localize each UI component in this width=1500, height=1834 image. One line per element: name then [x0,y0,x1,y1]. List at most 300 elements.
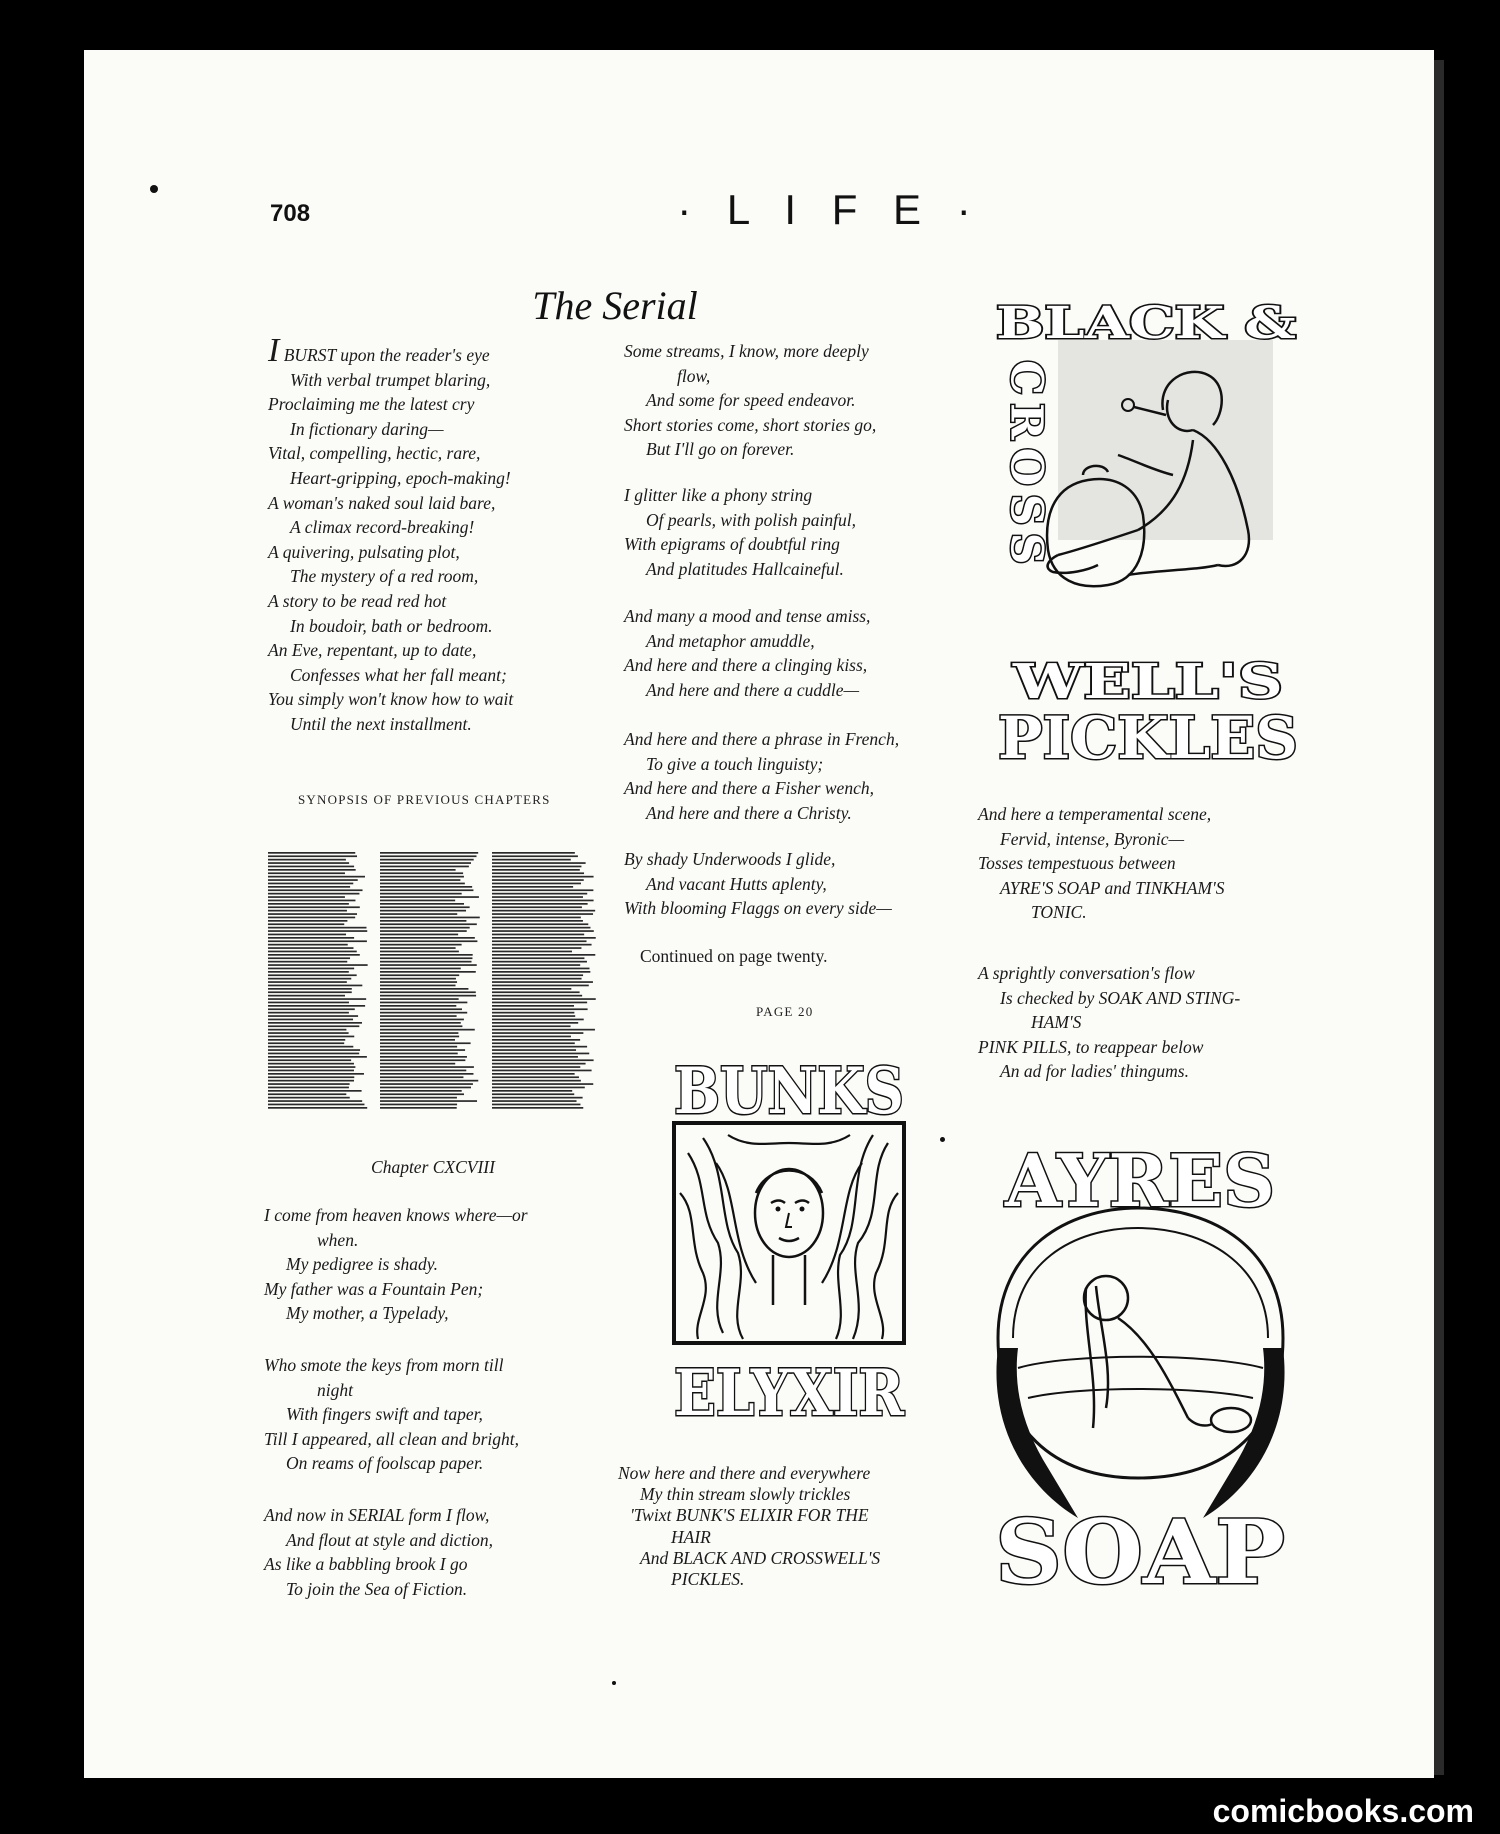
synopsis-line [492,1029,595,1031]
synopsis-line [492,981,593,983]
synopsis-line [380,1005,456,1007]
synopsis-line [492,974,583,976]
synopsis-line [268,923,344,925]
synopsis-line [492,872,584,874]
synopsis-line [380,866,469,868]
margin-dot [150,185,158,193]
synopsis-line [380,978,456,980]
verse-line: A story to be read red hot [268,590,447,611]
synopsis-line [268,947,353,949]
verse-line: PICKLES. [671,1569,745,1590]
synopsis-line [380,1056,467,1058]
synopsis-line [380,906,470,908]
synopsis-line [268,1100,362,1102]
verse-line: Of pearls, with polish painful, [646,509,857,530]
ayres-soap-ad [988,1128,1293,1604]
synopsis-line [380,1063,455,1065]
synopsis-line [492,947,581,949]
synopsis-line [268,1008,355,1010]
synopsis-line [268,1049,360,1051]
verse-line: Is checked by SOAK AND STING- [1000,987,1241,1008]
synopsis-line [380,988,468,990]
synopsis-line [268,985,362,987]
margin-dot [940,1137,945,1142]
synopsis-line [380,968,461,970]
page-edge [1434,60,1444,1775]
synopsis-line [268,903,349,905]
synopsis-line [380,974,459,976]
verse-line: In fictionary daring— [290,418,444,439]
verse-line: PINK PILLS, to reappear below [978,1036,1204,1057]
synopsis-line [380,937,475,939]
synopsis-line [492,985,589,987]
synopsis-line [492,957,584,959]
synopsis-line [380,995,476,997]
synopsis-line [492,1073,575,1075]
verse-line: And some for speed endeavor. [646,390,856,411]
pickles-ad-bottom1: WELL'S [1011,654,1283,710]
synopsis-line [268,964,368,966]
synopsis-line [492,1008,588,1010]
bunks-ad-title: BUNKS [674,1054,904,1129]
synopsis-line [380,913,457,915]
verse-line: Who smote the keys from morn till [264,1355,504,1375]
synopsis-line [492,896,583,898]
verse-line: To join the Sea of Fiction. [286,1578,468,1599]
verse-line: My thin stream slowly trickles [640,1484,851,1505]
synopsis-line [380,1012,467,1014]
synopsis-line [492,879,584,881]
synopsis-text-block [268,850,598,1110]
synopsis-line [380,1066,474,1068]
synopsis-line [268,1063,354,1065]
synopsis-line [268,920,347,922]
synopsis-line [380,1002,467,1004]
synopsis-line [380,876,464,878]
synopsis-line [492,1090,572,1092]
synopsis-line [380,1104,457,1106]
synopsis-line [268,883,353,885]
verse-line: A woman's naked soul laid bare, [268,492,496,513]
synopsis-line [268,1097,350,1099]
verse-line: Heart-gripping, epoch-making! [290,467,511,488]
synopsis-line [380,971,476,973]
synopsis-line [492,998,596,1000]
synopsis-line [492,1107,583,1109]
synopsis-line [380,1032,458,1034]
synopsis-line [268,957,350,959]
synopsis-line [492,866,581,868]
synopsis-line [268,859,346,861]
synopsis-line [268,1005,365,1007]
verse-line: An ad for ladies' thingums. [1000,1061,1189,1082]
synopsis-line [268,1022,362,1024]
verse-line: And platitudes Hallcaineful. [646,558,844,579]
synopsis-line [268,1090,362,1092]
synopsis-line [492,1022,578,1024]
soap-ad-title: SOAP [995,1500,1285,1604]
synopsis-line [492,1070,592,1072]
synopsis-line [268,944,348,946]
synopsis-line [492,1053,589,1055]
column1-stanza2 [264,1203,528,1326]
synopsis-line [268,981,347,983]
verse-line: And flout at style and diction, [286,1529,494,1550]
synopsis-line [380,1059,465,1061]
synopsis-line [380,1029,475,1031]
synopsis-line [268,872,345,874]
synopsis-line [380,998,459,1000]
synopsis-line [380,920,466,922]
synopsis-line [492,961,587,963]
synopsis-line [492,1025,571,1027]
verse-line: Until the next installment. [290,713,472,734]
synopsis-line [268,988,352,990]
synopsis-line [492,913,593,915]
verse-line: And here and there a clinging kiss, [624,655,868,676]
synopsis-line [492,944,592,946]
synopsis-line [380,1008,462,1010]
synopsis-line [380,1073,473,1075]
synopsis-line [268,1042,344,1044]
synopsis-line [380,1015,457,1017]
synopsis-line [268,1046,353,1048]
verse-line: I come from heaven knows where—or [264,1205,528,1225]
synopsis-line [492,910,595,912]
verse-line: With fingers swift and taper, [286,1404,483,1425]
column2-stanza4 [624,727,899,825]
continued-note: Continued on page twenty. [640,946,828,966]
synopsis-line [268,1032,349,1034]
synopsis-line [492,1093,574,1095]
verse-line: A quivering, pulsating plot, [268,541,460,562]
verse-line: And BLACK AND CROSSWELL'S [640,1547,881,1568]
verse-line: Short stories come, short stories go, [624,414,877,435]
synopsis-line [268,954,360,956]
synopsis-line [268,906,360,908]
verse-line: AYRE'S SOAP and TINKHAM'S [1000,877,1225,898]
synopsis-line [380,1022,461,1024]
synopsis-line [492,1046,587,1048]
article-title: The Serial [532,283,698,328]
synopsis-line [380,940,477,942]
synopsis-line [268,927,366,929]
synopsis-line [492,1056,578,1058]
synopsis-line [492,906,582,908]
synopsis-line [268,855,357,857]
synopsis-line [492,968,590,970]
synopsis-line [268,1039,345,1041]
synopsis-line [380,930,467,932]
synopsis-line [492,869,580,871]
synopsis-line [380,1049,465,1051]
synopsis-line [268,1056,367,1058]
verse-line: And here and there a phrase in French, [624,729,900,749]
synopsis-line [492,1087,585,1089]
synopsis-line [492,900,594,902]
synopsis-line [380,1076,463,1078]
synopsis-line [492,995,582,997]
synopsis-line [380,1070,466,1072]
verse-line: In boudoir, bath or bedroom. [290,615,493,636]
verse-line: With blooming Flaggs on every side— [624,898,892,919]
synopsis-line [492,1002,587,1004]
synopsis-line [380,957,472,959]
synopsis-line [492,964,580,966]
verse-line: Vital, compelling, hectic, rare, [268,443,481,464]
synopsis-line [268,940,367,942]
synopsis-line [380,1107,457,1109]
synopsis-line [492,855,578,857]
column2-stanza3 [624,604,870,702]
verse-line: With verbal trumpet blaring, [290,369,491,390]
verse-line: when. [317,1229,359,1250]
verse-line: The mystery of a red room, [290,566,479,587]
synopsis-line [380,964,477,966]
synopsis-line [492,1080,581,1082]
synopsis-line [492,893,587,895]
synopsis-line [492,852,575,854]
synopsis-line [380,1036,459,1038]
synopsis-line [492,1083,593,1085]
synopsis-line [268,1036,354,1038]
synopsis-line [268,1012,349,1014]
verse-line: Confesses what her fall meant; [290,664,507,685]
synopsis-line [268,1059,351,1061]
synopsis-line [268,951,357,953]
synopsis-line [380,1087,471,1089]
synopsis-line [380,951,459,953]
synopsis-line [268,934,346,936]
synopsis-line [492,889,593,891]
synopsis-line [268,886,350,888]
verse-line: I glitter like a phony string [624,485,813,505]
synopsis-line [380,869,456,871]
synopsis-line [492,920,583,922]
verse-line: By shady Underwoods I glide, [624,849,836,869]
synopsis-line [380,1090,462,1092]
synopsis-line [380,1093,464,1095]
margin-dot [612,1681,616,1685]
synopsis-line [268,1093,346,1095]
verse-line: And many a mood and tense amiss, [624,606,871,626]
synopsis-line [492,927,590,929]
verse-line: A climax record-breaking! [290,517,475,538]
synopsis-line [380,1083,473,1085]
verse-line: But I'll go on forever. [646,439,795,460]
verse-line: And now in SERIAL form I flow, [264,1505,490,1525]
synopsis-line [492,903,588,905]
synopsis-line [380,872,463,874]
synopsis-line [492,934,584,936]
verse-line: My mother, a Typelady, [286,1303,449,1324]
synopsis-line [268,869,356,871]
verse-line: An Eve, repentant, up to date, [268,640,477,661]
synopsis-line [268,1080,354,1082]
synopsis-line [268,893,359,895]
synopsis-line [380,934,458,936]
synopsis-line [268,1076,354,1078]
synopsis-line [492,1049,576,1051]
synopsis-line [380,1025,462,1027]
synopsis-line [268,971,349,973]
synopsis-line [380,1100,477,1102]
column1-stanza1 [268,332,514,737]
synopsis-line [268,876,365,878]
synopsis-line [492,1063,586,1065]
verse-line: And here and there a cuddle— [646,679,860,700]
synopsis-line [268,991,352,993]
verse-line: Now here and there and everywhere [618,1463,871,1483]
verse-line: night [317,1379,353,1400]
synopsis-line [268,974,357,976]
synopsis-line [380,927,470,929]
synopsis-line [492,991,580,993]
synopsis-line [268,866,354,868]
ayres-ad-title: AYRES [1004,1138,1275,1223]
synopsis-line [380,910,466,912]
column1-stanza4 [264,1503,493,1601]
column2-stanza1 [624,339,876,462]
verse-line: As like a babbling brook I go [264,1554,468,1575]
synopsis-line [492,988,571,990]
synopsis-line [380,1046,457,1048]
synopsis-line [268,1019,353,1021]
verse-line: Some streams, I know, more deeply [624,341,869,361]
synopsis-line [380,862,471,864]
synopsis-line [492,971,590,973]
verse-line: And here and there a Christy. [646,802,852,823]
verse-line: My father was a Fountain Pen; [264,1278,484,1299]
synopsis-line [492,1039,580,1041]
column3-stanza1 [978,802,1224,925]
synopsis-line [380,961,472,963]
synopsis-line [492,1042,575,1044]
column2-stanza5 [624,847,892,921]
synopsis-line [268,1025,359,1027]
synopsis-line [380,893,462,895]
synopsis-line [492,1104,580,1106]
synopsis-line [380,1097,457,1099]
synopsis-line [380,879,460,881]
verse-line: Fervid, intense, Byronic— [1000,828,1185,849]
synopsis-line [268,1104,364,1106]
synopsis-line [492,1015,575,1017]
synopsis-line [492,940,587,942]
synopsis-line [268,879,358,881]
synopsis-line [492,930,594,932]
synopsis-line [268,889,363,891]
synopsis-line [492,1036,571,1038]
synopsis-line [492,876,594,878]
synopsis-line [268,1107,367,1109]
verse-line: To give a touch linguisty; [646,753,824,774]
verse-line: Till I appeared, all clean and bright, [264,1428,520,1449]
synopsis-line [380,923,477,925]
synopsis-line [492,862,586,864]
synopsis-line [268,1087,349,1089]
synopsis-line [492,859,571,861]
synopsis-line [380,1080,478,1082]
verse-line: flow, [677,365,711,386]
synopsis-line [268,1083,350,1085]
synopsis-line [492,951,572,953]
verse-line: HAIR [671,1526,711,1547]
synopsis-line [268,917,355,919]
synopsis-line [380,886,472,888]
verse-line: Proclaiming me the latest cry [268,394,475,415]
verse-line: On reams of foolscap paper. [286,1453,484,1474]
verse-line: And vacant Hutts aplenty, [646,873,827,894]
synopsis-line [380,947,456,949]
synopsis-line [492,883,581,885]
synopsis-line [492,917,581,919]
synopsis-line [380,900,455,902]
synopsis-line [492,1019,584,1021]
synopsis-line [492,937,596,939]
synopsis-line [268,961,347,963]
pickles-ad-side: CROSS [1000,360,1052,573]
synopsis-line [380,981,457,983]
synopsis-line [492,886,573,888]
synopsis-line [492,1012,574,1014]
synopsis-line [492,1059,594,1061]
synopsis-line [492,1097,583,1099]
pickles-ad-bottom2: PICKLES [998,704,1298,772]
synopsis-line [268,1073,364,1075]
synopsis-line [380,896,479,898]
synopsis-line [380,985,456,987]
pickles-ad [988,290,1306,770]
synopsis-line [268,978,351,980]
synopsis-line [380,917,480,919]
verse-line-rest: BURST upon the reader's eye [283,345,490,365]
synopsis-line [268,913,357,915]
bunks-elixir-ad [668,1043,910,1433]
synopsis-line [492,923,588,925]
watermark: comicbooks.com [1212,1793,1474,1829]
synopsis-heading: SYNOPSIS OF PREVIOUS CHAPTERS [298,792,551,807]
synopsis-line [380,1039,455,1041]
synopsis-line [268,1066,355,1068]
synopsis-line [380,889,473,891]
synopsis-line [380,954,473,956]
synopsis-line [380,859,474,861]
verse-line: And metaphor amuddle, [646,630,815,651]
synopsis-line [492,1005,574,1007]
synopsis-line [380,903,464,905]
column1-stanza3 [264,1353,519,1476]
synopsis-line [268,937,354,939]
synopsis-line [492,1066,580,1068]
synopsis-line [268,998,366,1000]
page-number: 708 [270,200,311,227]
synopsis-line [380,852,478,854]
synopsis-line [492,954,595,956]
verse-line [268,332,513,369]
synopsis-line [268,1053,359,1055]
synopsis-line [268,910,347,912]
column3-stanza2 [978,961,1240,1084]
synopsis-line [268,968,354,970]
synopsis-line [492,1076,579,1078]
pickles-ad-top: BLACK & [996,298,1296,349]
verse-line: A sprightly conversation's flow [978,963,1195,983]
verse-line: With epigrams of doubtful ring [624,534,840,555]
synopsis-line [492,978,582,980]
synopsis-line [492,1032,583,1034]
synopsis-line [492,1100,577,1102]
